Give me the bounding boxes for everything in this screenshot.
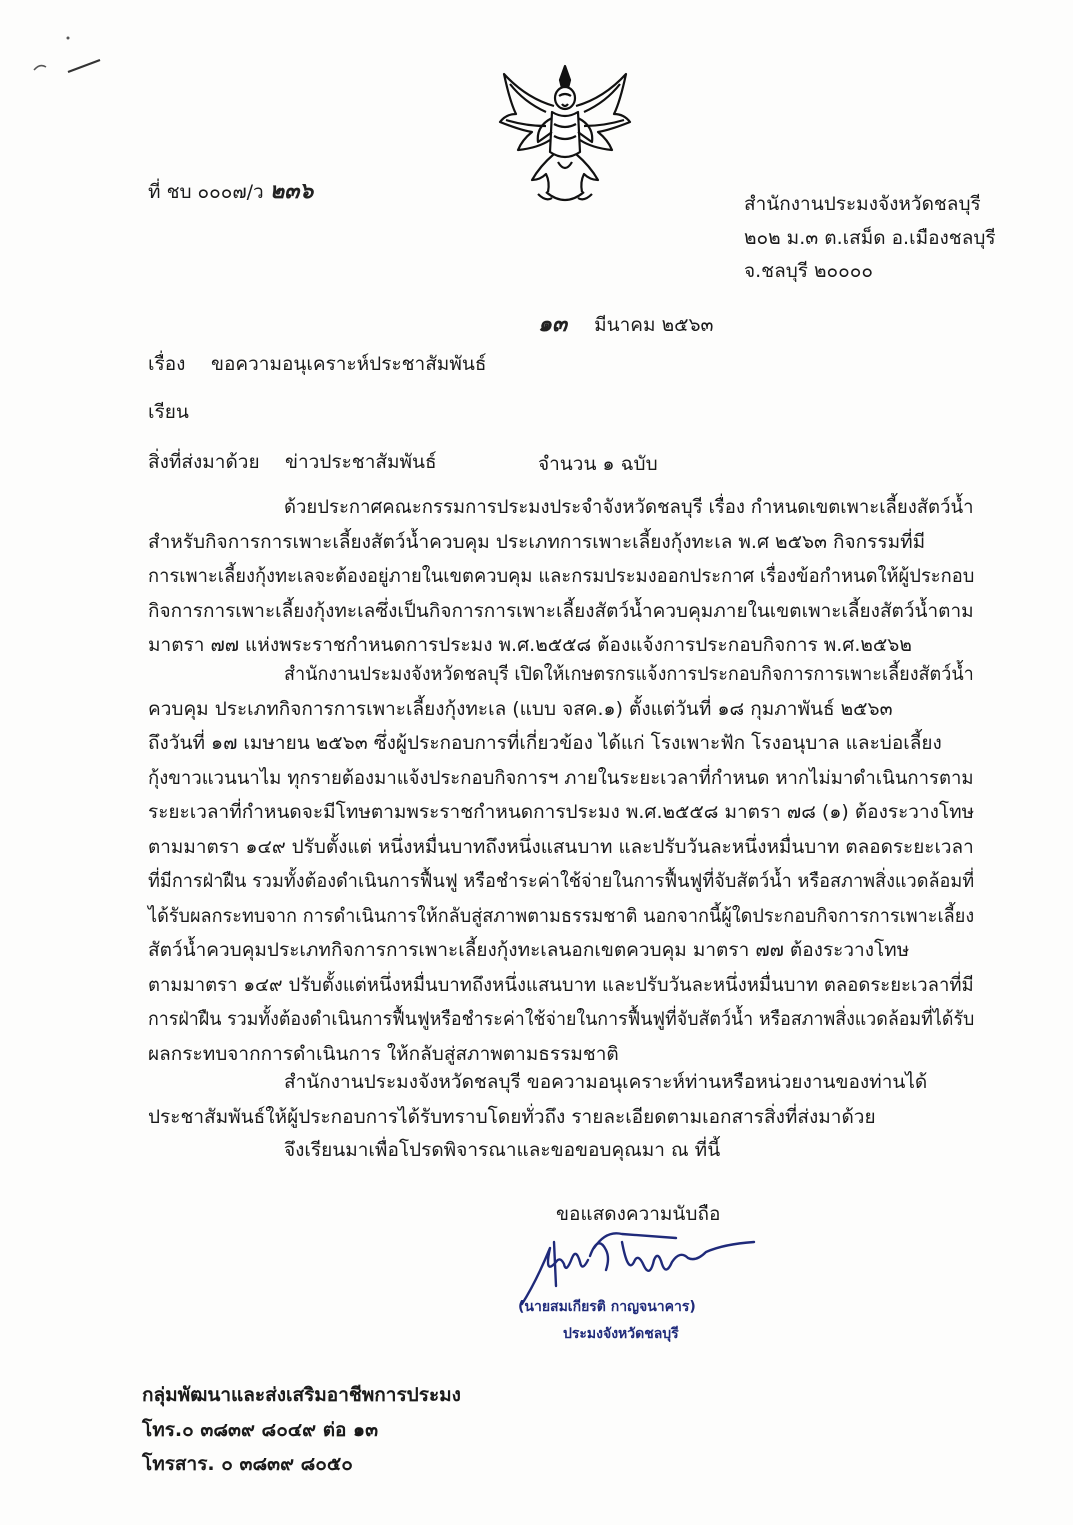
reference-number-printed: ที่ ชบ ๐๐๐๗/ว [148,181,264,203]
paragraph-line: สัตว์น้ำควบคุมประเภทกิจการการเพาะเลี้ยงกุ้งทะเลนอกเขตควบคุม มาตรา ๗๗ ต้องระวางโทษ [148,939,910,961]
footer-fax: โทรสาร. ๐ ๓๘๓๙ ๘๐๕๐ [142,1453,353,1475]
body-paragraph-1 [148,490,974,663]
enclosure-value: ข่าวประชาสัมพันธ์ [285,451,437,473]
date-day-handwritten: ๑๓ [538,311,568,337]
footer-unit: กลุ่มพัฒนาและส่งเสริมอาชีพการประมง [142,1384,461,1406]
garuda-emblem-icon [496,62,634,212]
office-address-line1: ๒๐๒ ม.๓ ต.เสม็ด อ.เมืองชลบุรี [744,227,996,249]
office-address-line2: จ.ชลบุรี ๒๐๐๐๐ [744,260,873,282]
letter-date [538,306,714,341]
footer-phone: โทร.๐ ๓๘๓๙ ๘๐๔๙ ต่อ ๑๓ [142,1419,379,1441]
date-month-year: มีนาคม ๒๕๖๓ [594,314,714,336]
enclosure-label: สิ่งที่ส่งมาด้วย [148,451,260,473]
paragraph-line: การฝ่าฝืน รวมทั้งต้องดำเนินการฟื้นฟูหรือชำระค่าใช้จ่ายในการฟื้นฟูที่จับสัตว์น้ำ หรือสภาพสิ่งแวดล้อมที่ได้รับ [148,1008,975,1030]
paragraph-line: มาตรา ๗๗ แห่งพระราชกำหนดการประมง พ.ศ.๒๕๕๘ ต้องแจ้งการประกอบกิจการ พ.ศ.๒๕๖๒ [148,634,912,656]
reference-number [148,180,313,202]
paragraph-line: การเพาะเลี้ยงกุ้งทะเลจะต้องอยู่ภายในเขตควบคุม และกรมประมงออกประกาศ เรื่องข้อกำหนดให้ผู้ประกอบ [148,565,975,587]
paragraph-line: ควบคุม ประเภทกิจการการเพาะเลี้ยงกุ้งทะเล (แบบ จสค.๑) ตั้งแต่วันที่ ๑๘ กุมภาพันธ์ ๒๕๖๓ [148,697,893,720]
signer-title: ประมงจังหวัดชลบุรี [563,1326,679,1342]
paragraph-line: กิจการการเพาะเลี้ยงกุ้งทะเลซึ่งเป็นกิจการการเพาะเลี้ยงสัตว์น้ำควบคุมภายในเขตเพาะเลี้ยงสัตว์น้ำตาม [148,599,974,622]
paragraph-line: ตามมาตรา ๑๔๙ ปรับตั้งแต่หนึ่งหมื่นบาทถึงหนึ่งแสนบาท และปรับวันละหนึ่งหมื่นบาท ตลอดระยะเวลาที่มี [148,973,974,996]
paragraph-line: ประชาสัมพันธ์ให้ผู้ประกอบการได้รับทราบโดยทั่วถึง รายละเอียดตามเอกสารสิ่งที่ส่งมาด้วย [148,1105,876,1128]
subject-value: ขอความอนุเคราะห์ประชาสัมพันธ์ [211,353,487,375]
paragraph-line: สำหรับกิจการการเพาะเลี้ยงสัตว์น้ำควบคุม ประเภทการเพาะเลี้ยงกุ้งทะเล พ.ศ ๒๕๖๓ กิจกรรมที่มี [148,530,926,553]
body-paragraph-2 [148,657,974,1071]
paragraph-line: สำนักงานประมงจังหวัดชลบุรี ขอความอนุเคราะห์ท่านหรือหน่วยงานของท่านได้ [284,1071,928,1093]
paragraph-line: ได้รับผลกระทบจาก การดำเนินการให้กลับสู่สภาพตามธรรมชาติ นอกจากนี้ผู้ใดประกอบกิจการการเพาะเลี้ยง [148,904,975,927]
reference-number-handwritten: ๒๓๖ [269,178,314,204]
paragraph-line: ผลกระทบจากการดำเนินการ ให้กลับสู่สภาพตามธรรมชาติ [148,1042,619,1065]
paragraph-line: ระยะเวลาที่กำหนดจะมีโทษตามพระราชกำหนดการประมง พ.ศ.๒๕๕๘ มาตรา ๗๘ (๑) ต้องระวางโทษ [148,801,975,823]
paragraph-line: ที่มีการฝ่าฝืน รวมทั้งต้องดำเนินการฟื้นฟู หรือชำระค่าใช้จ่ายในการฟื้นฟูที่จับสัตว์น้ำ หรือสภาพสิ่งแวดล้อมที่ [148,870,975,892]
salutation: ขอแสดงความนับถือ [556,1203,721,1225]
signer-name: (นายสมเกียรติ กาญจนาคาร) [518,1299,696,1315]
paragraph-line: ด้วยประกาศคณะกรรมการประมงประจำจังหวัดชลบุรี เรื่อง กำหนดเขตเพาะเลี้ยงสัตว์น้ำ [284,496,974,518]
paragraph-line: สำนักงานประมงจังหวัดชลบุรี เปิดให้เกษตรกรแจ้งการประกอบกิจการการเพาะเลี้ยงสัตว์น้ำ [284,663,974,685]
paragraph-line: ถึงวันที่ ๑๗ เมษายน ๒๕๖๓ ซึ่งผู้ประกอบการที่เกี่ยวข้อง ได้แก่ โรงเพาะฟัก โรงอนุบาล และบ่อเลี้ยง [148,732,942,754]
closing-paragraph: จึงเรียนมาเพื่อโปรดพิจารณาและขอขอบคุณมา ณ ที่นี้ [284,1139,721,1161]
body-paragraph-3 [148,1065,974,1134]
recipient-label: เรียน [148,401,189,423]
paragraph-line: กุ้งขาวแวนนาไม ทุกรายต้องมาแจ้งประกอบกิจการฯ ภายในระยะเวลาที่กำหนด หากไม่มาดำเนินการตาม [148,766,974,789]
subject-label: เรื่อง [148,353,186,375]
pen-mark [28,30,108,80]
office-name: สำนักงานประมงจังหวัดชลบุรี [744,193,981,215]
paragraph-line: ตามมาตรา ๑๔๙ ปรับตั้งแต่ หนึ่งหมื่นบาทถึงหนึ่งแสนบาท และปรับวันละหนึ่งหมื่นบาท ตลอดระยะเวลา [148,835,974,858]
enclosure-count: จำนวน ๑ ฉบับ [538,453,658,475]
